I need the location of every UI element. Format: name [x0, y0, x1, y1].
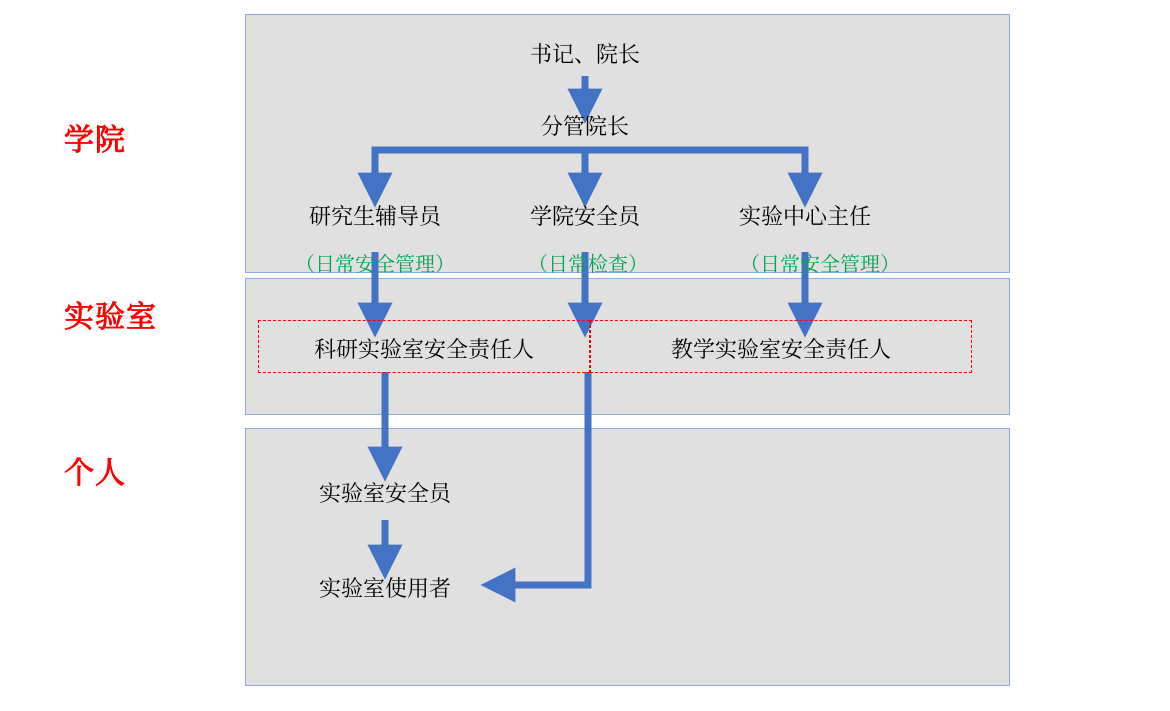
band-label-college: 学院	[64, 124, 126, 157]
note-daily-safety-management-left: （日常安全管理）	[295, 254, 455, 276]
node-vice-dean: 分管院长	[540, 114, 629, 139]
node-grad-counselor: 研究生辅导员	[308, 204, 441, 229]
node-secretary-dean: 书记、院长	[529, 42, 640, 67]
node-teaching-lab-responsible: 教学实验室安全责任人	[670, 337, 891, 362]
band-label-individual: 个人	[64, 457, 126, 490]
note-daily-safety-management-right: （日常安全管理）	[740, 254, 900, 276]
band-label-laboratory: 实验室	[64, 301, 157, 334]
node-lab-user: 实验室使用者	[318, 576, 451, 601]
node-lab-center-director: 实验中心主任	[738, 204, 871, 229]
panel-individual	[245, 428, 1010, 686]
note-daily-inspection: （日常检查）	[528, 254, 648, 276]
node-research-lab-responsible: 科研实验室安全责任人	[313, 337, 534, 362]
node-lab-safety-officer: 实验室安全员	[318, 481, 451, 506]
node-college-safety-officer: 学院安全员	[529, 204, 640, 229]
